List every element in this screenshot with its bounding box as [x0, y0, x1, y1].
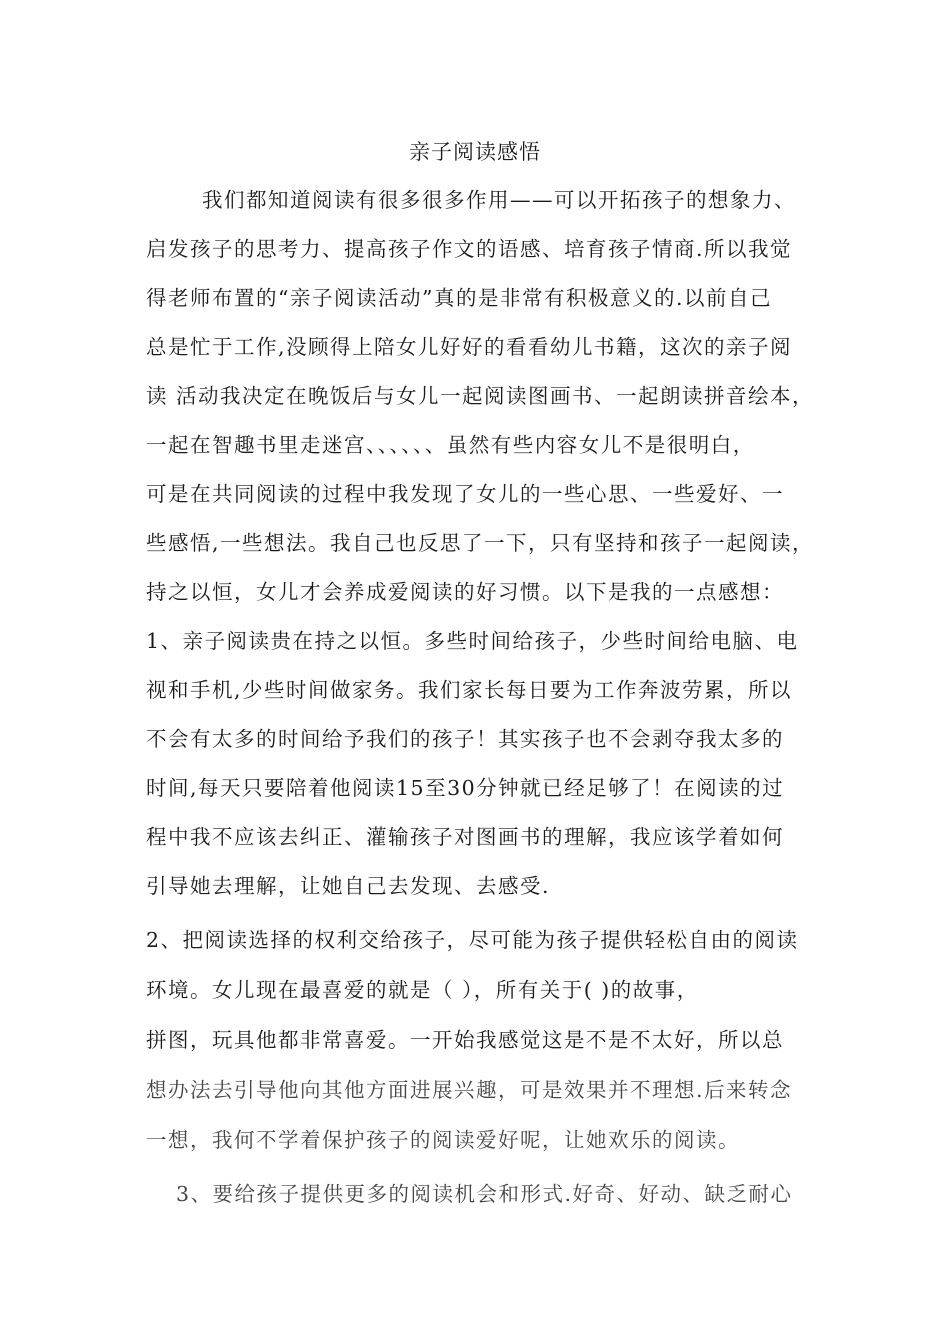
paragraph-line: 3、要给孩子提供更多的阅读机会和形式.好奇、好动、缺乏耐心: [176, 1182, 793, 1206]
paragraph-line: 总是忙于工作,没顾得上陪女儿好好的看看幼儿书籍，这次的亲子阅: [146, 335, 793, 359]
paragraph-line: 得老师布置的“亲子阅读活动”真的是非常有积极意义的.以前自己: [146, 286, 772, 310]
paragraph-line: 程中我不应该去纠正、灌输孩子对图画书的理解，我应该学着如何: [146, 825, 784, 849]
paragraph-line: 启发孩子的思考力、提高孩子作文的语感、培育孩子情商.所以我觉: [146, 237, 793, 261]
paragraph-line: 环境。女儿现在最喜爱的就是（ ），所有关于( )的故事，: [146, 978, 699, 1002]
paragraph-line: 一想，我何不学着保护孩子的阅读爱好呢，让她欢乐的阅读。: [146, 1128, 740, 1152]
paragraph-line: 读 活动我决定在晚饭后与女儿一起阅读图画书、一起朗读拼音绘本，: [146, 384, 815, 408]
paragraph-line: 一起在智趣书里走迷宫、、、、、、虽然有些内容女儿不是很明白，: [146, 433, 755, 457]
paragraph-line: 些感悟,一些想法。我自己也反思了一下，只有坚持和孩子一起阅读，: [146, 531, 815, 555]
paragraph-line: 视和手机,少些时间做家务。我们家长每日要为工作奔波劳累，所以: [146, 678, 793, 702]
paragraph-line: 可是在共同阅读的过程中我发现了女儿的一些心思、一些爱好、一: [146, 482, 784, 506]
paragraph-line: 拼图，玩具他都非常喜爱。一开始我感觉这是不是不太好，所以总: [146, 1028, 784, 1052]
paragraph-line: 不会有太多的时间给予我们的孩子！其实孩子也不会剥夺我太多的: [146, 727, 784, 751]
paragraph-line: 持之以恒，女儿才会养成爱阅读的好习惯。以下是我的一点感想：: [146, 580, 784, 604]
document-title: 亲子阅读感悟: [409, 140, 541, 164]
paragraph-line: 引导她去理解，让她自己去发现、去感受.: [146, 874, 551, 898]
paragraph-line: 我们都知道阅读有很多很多作用——可以开拓孩子的想象力、: [202, 188, 796, 212]
paragraph-line: 1、亲子阅读贵在持之以恒。多些时间给孩子，少些时间给电脑、电: [146, 629, 799, 653]
paragraph-line: 想办法去引导他向其他方面进展兴趣，可是效果并不理想.后来转念: [146, 1078, 793, 1102]
paragraph-line: 2、把阅读选择的权利交给孩子，尽可能为孩子提供轻松自由的阅读: [146, 928, 799, 952]
paragraph-line: 时间,每天只要陪着他阅读15至30分钟就已经足够了！在阅读的过: [146, 776, 785, 800]
